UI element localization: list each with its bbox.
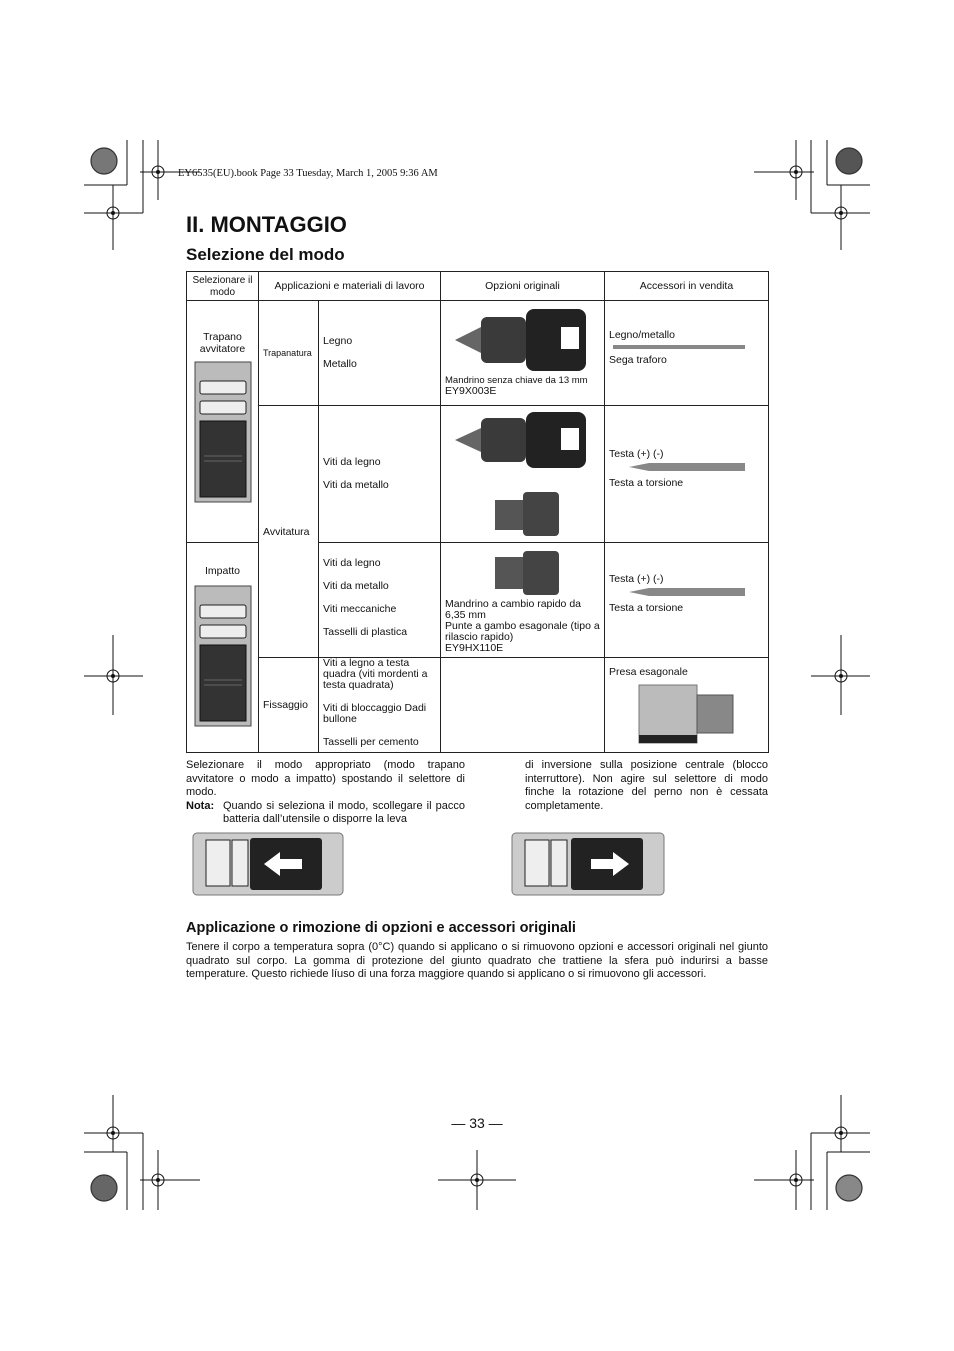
mode-impact-label: Impatto — [204, 565, 241, 577]
accessories-screwing-impact: Testa (+) (-) Testa a torsione — [605, 543, 769, 658]
table-row — [187, 658, 769, 753]
application-drilling: Trapanatura — [259, 301, 319, 406]
materials-screwing-drill: Viti da legno Viti da metallo — [319, 406, 441, 543]
section-subtitle: Selezione del modo — [186, 245, 345, 264]
materials-screwing-impact: Viti da legno Viti da metallo Viti meccaniche Tasselli di plastica — [319, 543, 441, 658]
section-accessories-text: Tenere il corpo a temperatura sopra (0°C) quando si applicano o si rimuovono opzioni e accessori originali nel giunto quadrato sul corpo. La gomma di protezione del giunto quadrato che trattiene la sfera può indurirsi a basse temperature. Questo richiede líuso di una forza maggiore quando si applicano o si rimuovono gli accessori. — [186, 941, 768, 980]
header-select-mode: Selezionare il modo — [187, 272, 259, 301]
select-mode-text: Selezionare il modo appropriato (modo trapano avvitatore o modo a impatto) spostando il selettore di modo. Nota: Quando si seleziona il modo, scollegare il pacco batteria dall’utensile o disporre la leva — [186, 759, 465, 825]
keyless-chuck-image — [451, 305, 601, 375]
quick-chuck-image — [451, 549, 601, 599]
note-continuation: di inversione sulla posizione centrale (blocco interruttore). Non agire sul selettore di modo finche la rotazione del perno non è cessata completamente. — [525, 759, 768, 812]
chuck-and-adapter-image — [451, 410, 601, 538]
table-header-row — [187, 272, 769, 301]
note-text: Quando si seleziona il modo, scollegare il pacco batteria dall’utensile o disporre la leva — [223, 799, 465, 825]
option-empty — [441, 658, 605, 753]
section-accessories-title: Applicazione o rimozione di opzioni e accessori originali — [186, 920, 576, 936]
quick-chuck-code: EY9HX110E — [445, 642, 504, 654]
selector-arrow-right-image — [511, 832, 665, 896]
header-original-options: Opzioni originali — [441, 272, 605, 301]
application-fastening: Fissaggio — [259, 658, 319, 753]
accessories-screwing-drill: Testa (+) (-) Testa a torsione — [605, 406, 769, 543]
table-row — [187, 406, 769, 543]
page-number: — 33 — — [451, 1115, 503, 1131]
section-title: II. MONTAGGIO — [186, 212, 347, 237]
screwdriver-bit-image — [609, 586, 749, 598]
mode-selection-table — [186, 271, 769, 753]
screwdriver-bit-image — [609, 461, 749, 473]
mode-selector-impact-image — [194, 585, 252, 727]
accessories-drilling: Legno/metallo Sega traforo — [605, 301, 769, 406]
note-label: Nota: — [186, 799, 215, 812]
materials-fastening: Viti a legno a testa quadra (viti mordenti a testa quadrata) Viti di bloccaggio Dadi bullone Tasselli per cemento — [319, 658, 441, 753]
hex-shank-caption: Punte a gambo esagonale (tipo a rilascio rapido) — [445, 620, 600, 643]
header-accessories: Accessori in vendita — [605, 272, 769, 301]
mode-cell-drill — [187, 301, 259, 543]
mode-drill-label: Trapano avvitatore — [199, 331, 246, 355]
application-screwing: Avvitatura — [259, 406, 319, 658]
mode-selector-drill-image — [194, 361, 252, 503]
header-applications: Applicazioni e materiali di lavoro — [259, 272, 441, 301]
chuck-code: EY9X003E — [445, 385, 497, 397]
option-chuck-cell — [441, 301, 605, 406]
option-quick-chuck — [441, 543, 605, 658]
mode-cell-impact — [187, 543, 259, 753]
accessories-fastening: Presa esagonale — [605, 658, 769, 753]
book-header: EY6535(EU).book Page 33 Tuesday, March 1, 2005 9:36 AM — [178, 168, 438, 179]
drill-bit-image — [609, 342, 749, 352]
quick-chuck-caption: Mandrino a cambio rapido da 6,35 mm — [445, 598, 581, 621]
option-chuck-and-adapter — [441, 406, 605, 543]
chuck-caption: Mandrino senza chiave da 13 mm — [445, 375, 588, 386]
hex-socket-image — [609, 681, 749, 745]
table-row — [187, 301, 769, 406]
materials-drilling: Legno Metallo — [319, 301, 441, 406]
selector-arrow-left-image — [192, 832, 344, 896]
